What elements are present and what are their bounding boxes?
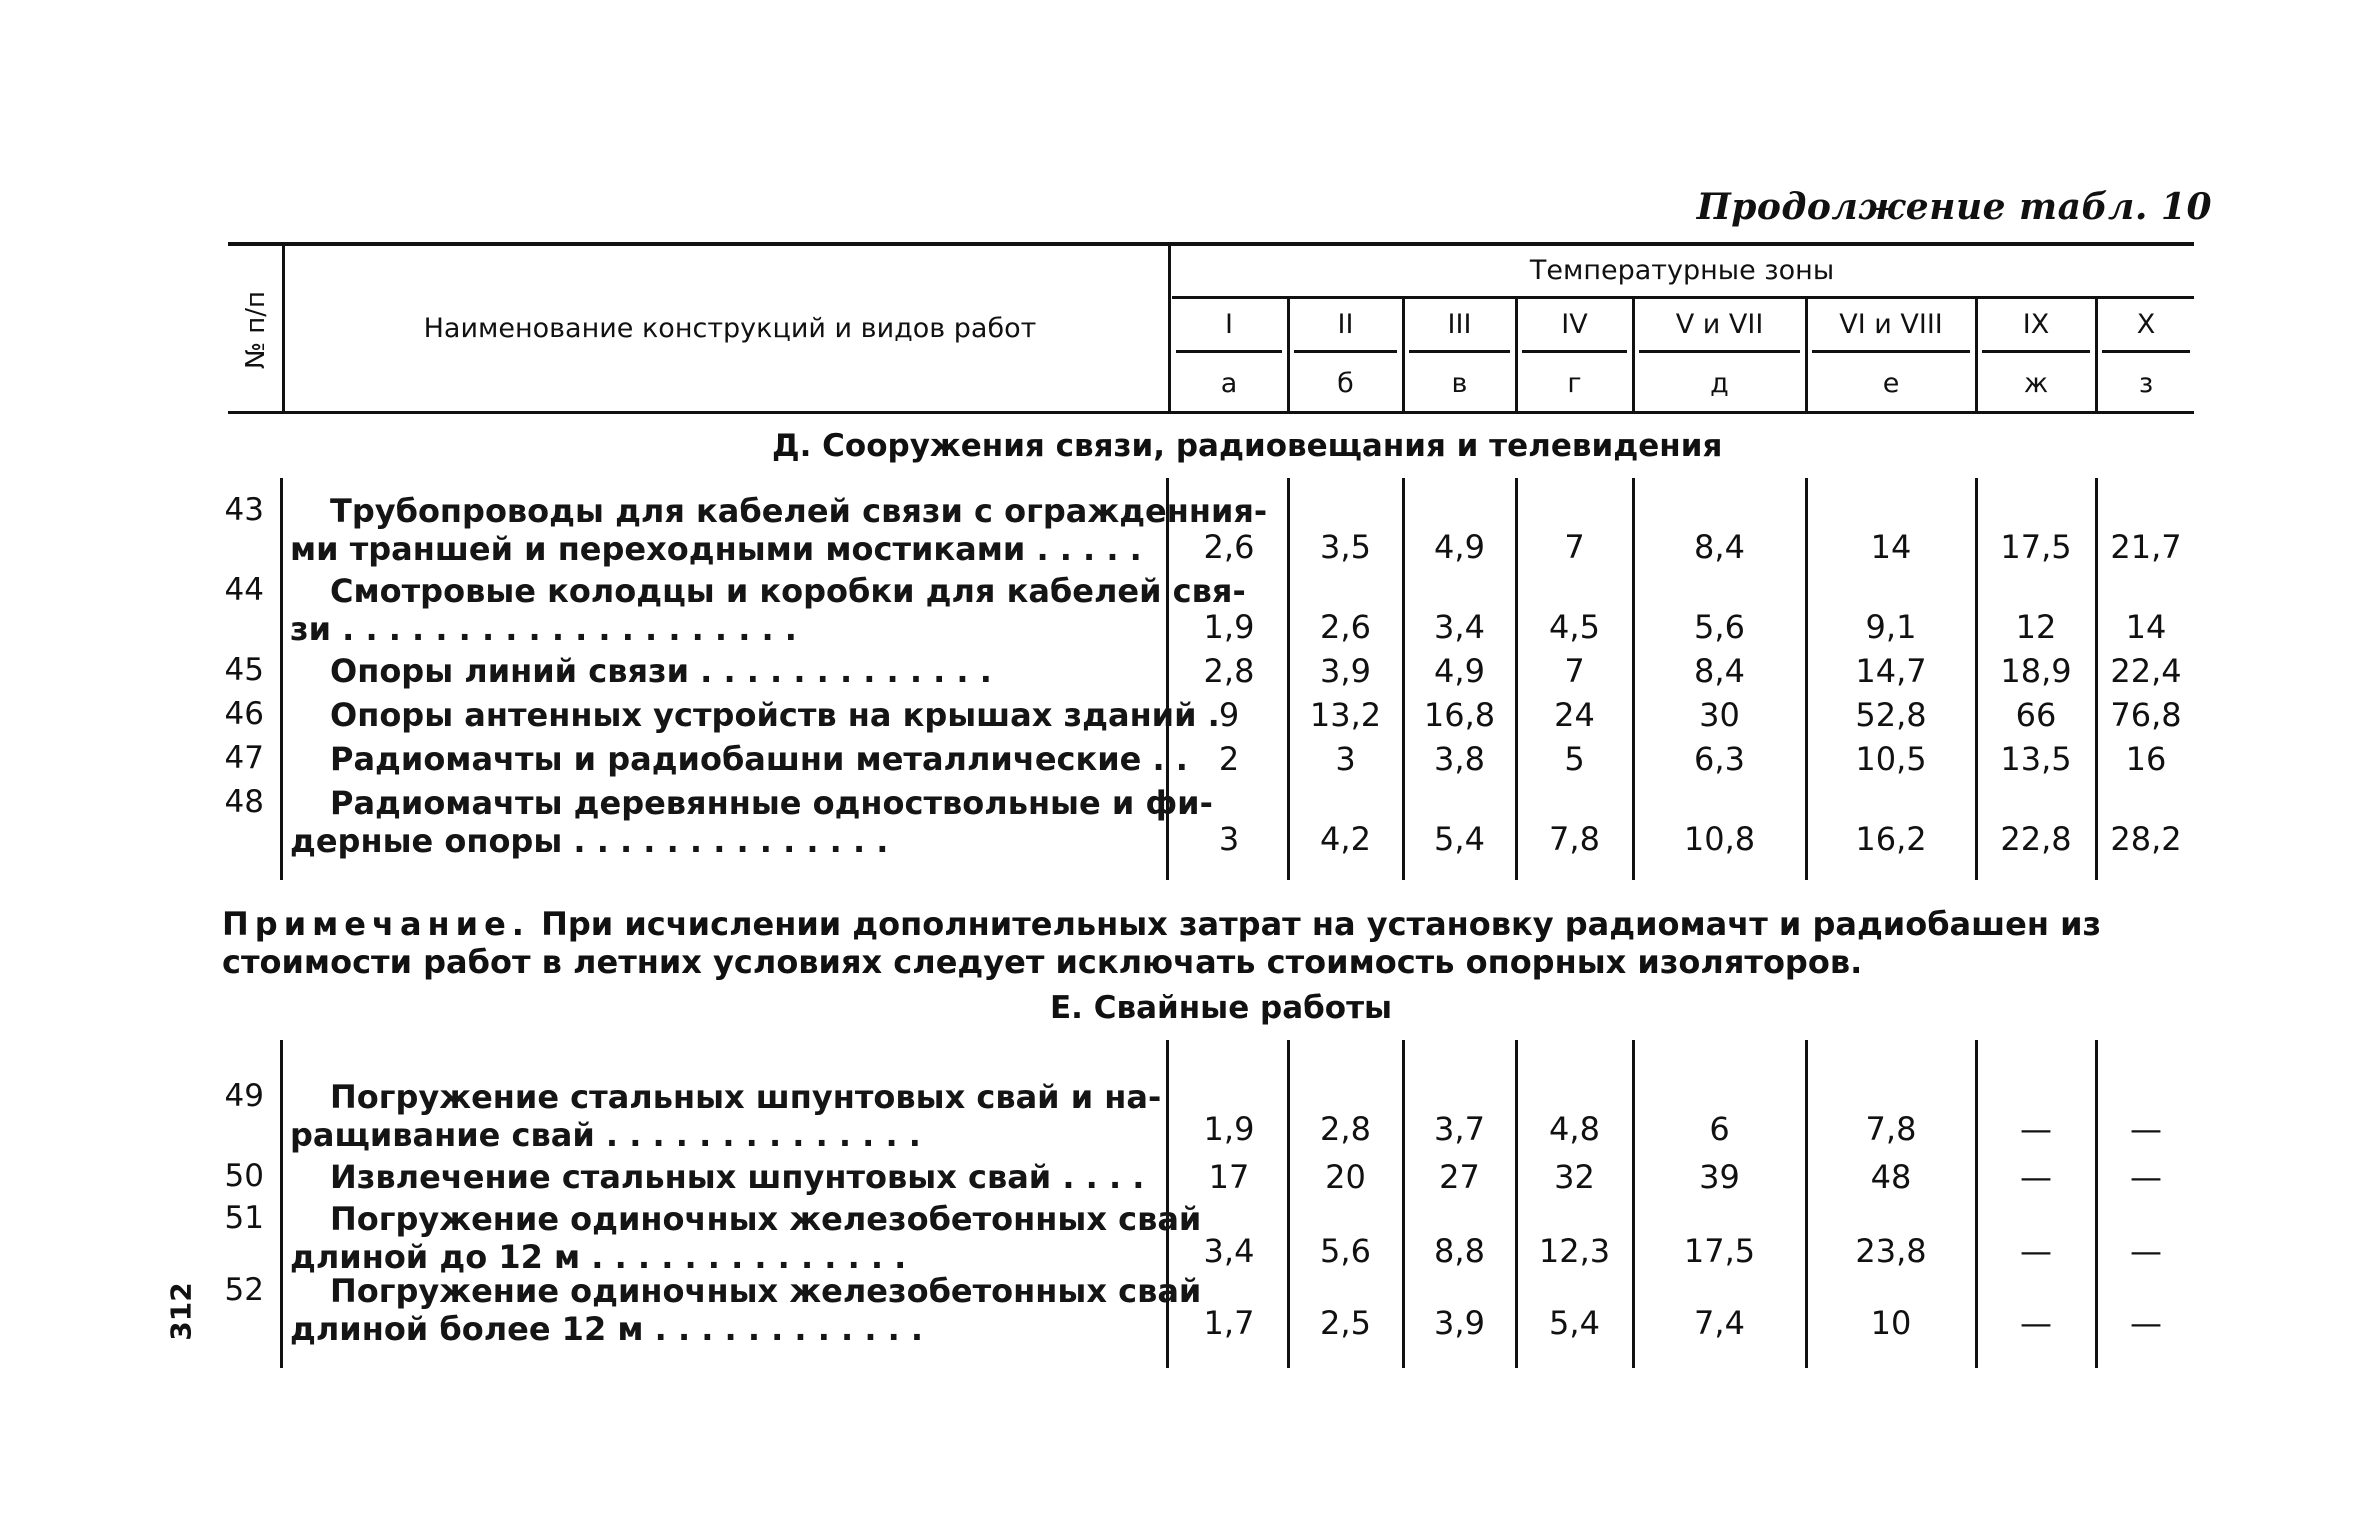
- cell-value: 16,2: [1855, 820, 1927, 858]
- row-name: [290, 1078, 1160, 1154]
- cell-value: 27: [1439, 1158, 1480, 1196]
- zone-divider: [1805, 298, 1808, 411]
- cell-value: 10: [1870, 1304, 1912, 1342]
- cell-value: 4,5: [1549, 608, 1600, 646]
- cell-value: 14: [1870, 528, 1912, 566]
- cell-value: 12: [2015, 608, 2057, 646]
- zone-rule: [1639, 350, 1800, 353]
- cell-value: 14: [2125, 608, 2167, 646]
- cell-value: 5,4: [1434, 820, 1485, 858]
- zone-rule: [1522, 350, 1627, 353]
- zone-divider: [1515, 298, 1518, 411]
- cell-value: 7,4: [1694, 1304, 1745, 1342]
- row-name-line: Опоры линий связи . . . . . . . . . . . . .: [330, 652, 992, 690]
- cell-value: —: [2130, 1110, 2162, 1148]
- cell-value: 3,7: [1434, 1110, 1485, 1148]
- zone-letter: в: [1451, 367, 1468, 399]
- row-number: 45: [224, 652, 264, 688]
- cell-value: 30: [1699, 696, 1740, 734]
- cell-value: 17: [1208, 1158, 1250, 1196]
- table-header-bottom-rule: [228, 411, 2194, 414]
- zone-header: III: [1447, 308, 1472, 340]
- cell-value: 17,5: [2000, 528, 2072, 566]
- zone-letter: з: [2138, 367, 2154, 399]
- zone-header: V и VII: [1675, 308, 1764, 340]
- zone-divider: [1402, 298, 1405, 411]
- cell-value: 14,7: [1855, 652, 1927, 690]
- cell-value: 5: [1564, 740, 1585, 778]
- row-name-line: ми траншей и переходными мостиками . . . . .: [290, 530, 1142, 568]
- zone-divider: [2095, 298, 2098, 411]
- cell-value: 3: [1218, 820, 1240, 858]
- cell-value: 39: [1699, 1158, 1740, 1196]
- cell-value: —: [2020, 1304, 2052, 1342]
- cell-value: 7: [1564, 528, 1585, 566]
- row-number: 44: [224, 572, 264, 608]
- cell-value: 21,7: [2110, 528, 2182, 566]
- cell-value: 28,2: [2110, 820, 2182, 858]
- column-divider: [280, 1040, 283, 1368]
- cell-value: 20: [1325, 1158, 1366, 1196]
- cell-value: 5,4: [1549, 1304, 1600, 1342]
- cell-value: 8,4: [1694, 652, 1745, 690]
- zone-letter: ж: [2023, 367, 2049, 399]
- zone-letter: д: [1710, 367, 1729, 399]
- cell-value: 4,2: [1320, 820, 1371, 858]
- cell-value: 6: [1709, 1110, 1730, 1148]
- zone-letter: б: [1337, 367, 1354, 399]
- cell-value: 9,1: [1865, 608, 1917, 646]
- row-number: 50: [224, 1158, 264, 1194]
- cell-value: 9: [1218, 696, 1240, 734]
- cell-value: 18,9: [2000, 652, 2072, 690]
- cell-value: 4,8: [1549, 1110, 1600, 1148]
- cell-value: 76,8: [2110, 696, 2182, 734]
- cell-value: 1,7: [1203, 1304, 1255, 1342]
- row-number: 51: [224, 1200, 264, 1236]
- cell-value: 32: [1554, 1158, 1595, 1196]
- cell-value: 5,6: [1694, 608, 1745, 646]
- column-divider: [280, 478, 283, 880]
- cell-value: 2: [1218, 740, 1240, 778]
- cell-value: 48: [1870, 1158, 1912, 1196]
- cell-value: 17,5: [1683, 1232, 1756, 1270]
- cell-value: 7,8: [1865, 1110, 1917, 1148]
- section-e-title: Е. Свайные работы: [1050, 990, 1393, 1026]
- cell-value: 3,9: [1320, 652, 1371, 690]
- cell-value: 22,4: [2110, 652, 2182, 690]
- row-name-line: длиной более 12 м . . . . . . . . . . . .: [290, 1310, 924, 1348]
- row-name: [290, 784, 1213, 860]
- zone-rule: [2102, 350, 2190, 353]
- zone-divider: [1975, 298, 1978, 411]
- cell-value: 3,4: [1434, 608, 1485, 646]
- cell-value: 8,4: [1694, 528, 1745, 566]
- table-caption: Продолжение табл. 10: [1696, 186, 2212, 228]
- zone-letter: а: [1220, 367, 1238, 399]
- row-name-line: Радиомачты и радиобашни металлические . .: [330, 740, 1188, 778]
- cell-value: 2,6: [1320, 608, 1371, 646]
- row-name-line: Погружение одиночных железобетонных свай: [330, 1200, 1202, 1238]
- note-lead: Примечание.: [222, 905, 530, 943]
- row-name-line: Погружение одиночных железобетонных свай: [330, 1272, 1202, 1310]
- row-name-line: Радиомачты деревянные одноствольные и фи-: [330, 784, 1213, 822]
- row-number: 47: [224, 740, 264, 776]
- row-number: 46: [224, 696, 264, 732]
- row-number: 48: [224, 784, 264, 820]
- cell-value: 4,9: [1434, 652, 1485, 690]
- cell-value: 16: [2125, 740, 2167, 778]
- cell-value: 22,8: [2000, 820, 2072, 858]
- zone-header: I: [1225, 308, 1233, 340]
- zone-letter: г: [1567, 367, 1582, 399]
- zone-rule: [1176, 350, 1282, 353]
- cell-value: 3,5: [1320, 528, 1371, 566]
- row-name: [290, 696, 1220, 734]
- note: [222, 905, 2202, 981]
- zone-header: IX: [2022, 308, 2050, 340]
- row-name: [290, 1272, 1202, 1348]
- zone-divider: [1287, 298, 1290, 411]
- zone-rule: [1409, 350, 1510, 353]
- cell-value: 3,4: [1203, 1232, 1255, 1270]
- note-text: При исчислении дополнительных затрат на установку радиомачт и радиобашен из стоимости работ в летних условиях следует исключать стоимость опорных изоляторов.: [222, 905, 2102, 981]
- row-number: 49: [224, 1078, 264, 1114]
- section-d-title: Д. Сооружения связи, радиовещания и телевидения: [772, 428, 1723, 464]
- cell-value: 23,8: [1855, 1232, 1927, 1270]
- cell-value: 3,8: [1434, 740, 1485, 778]
- cell-value: 2,5: [1320, 1304, 1371, 1342]
- row-name: [290, 740, 1188, 778]
- cell-value: 10,5: [1855, 740, 1927, 778]
- header-name: Наименование конструкций и видов работ: [423, 313, 1037, 344]
- cell-value: 66: [2015, 696, 2057, 734]
- cell-value: 12,3: [1538, 1232, 1611, 1270]
- cell-value: 2,8: [1320, 1110, 1371, 1148]
- row-name-line: Извлечение стальных шпунтовых свай . . . .: [330, 1158, 1145, 1196]
- cell-value: 1,9: [1203, 608, 1255, 646]
- cell-value: 52,8: [1855, 696, 1927, 734]
- cell-value: 13,2: [1309, 696, 1382, 734]
- cell-value: 5,6: [1320, 1232, 1371, 1270]
- cell-value: 10,8: [1683, 820, 1756, 858]
- cell-value: 7,8: [1549, 820, 1600, 858]
- cell-value: —: [2130, 1304, 2162, 1342]
- row-name: [290, 1158, 1160, 1196]
- zone-header: IV: [1561, 308, 1588, 340]
- row-name-line: длиной до 12 м . . . . . . . . . . . . . .: [290, 1238, 907, 1276]
- row-name: [290, 1200, 1202, 1276]
- row-number: 43: [224, 492, 264, 528]
- zone-rule: [1812, 350, 1970, 353]
- row-name-line: Трубопроводы для кабелей связи с огражденния-: [330, 492, 1268, 530]
- cell-value: 2,8: [1203, 652, 1255, 690]
- row-name-line: ращивание свай . . . . . . . . . . . . . .: [290, 1116, 921, 1154]
- cell-value: 8,8: [1434, 1232, 1485, 1270]
- cell-value: 3,9: [1434, 1304, 1485, 1342]
- cell-value: 2,6: [1203, 528, 1255, 566]
- cell-value: 4,9: [1434, 528, 1485, 566]
- cell-value: 16,8: [1423, 696, 1496, 734]
- cell-value: —: [2020, 1232, 2052, 1270]
- header-divider: [282, 246, 285, 411]
- header-number: № п/п: [241, 290, 272, 370]
- cell-value: —: [2130, 1232, 2162, 1270]
- zone-header: X: [2136, 308, 2156, 340]
- zone-letter: е: [1882, 367, 1900, 399]
- cell-value: —: [2130, 1158, 2162, 1196]
- cell-value: 6,3: [1694, 740, 1745, 778]
- cell-value: —: [2020, 1158, 2052, 1196]
- zone-header: VI и VIII: [1839, 308, 1943, 340]
- cell-value: 3: [1335, 740, 1356, 778]
- header-zones-title: Температурные зоны: [1529, 254, 1835, 286]
- zone-divider: [1632, 298, 1635, 411]
- row-number: 52: [224, 1272, 264, 1308]
- cell-value: 13,5: [2000, 740, 2072, 778]
- row-name-line: Опоры антенных устройств на крышах зданий .: [330, 696, 1220, 734]
- cell-value: 24: [1554, 696, 1595, 734]
- row-name-line: Смотровые колодцы и коробки для кабелей свя-: [330, 572, 1246, 610]
- cell-value: 1,9: [1203, 1110, 1255, 1148]
- page-number: 312: [164, 1282, 198, 1341]
- zone-rule: [1294, 350, 1397, 353]
- row-name-line: дерные опоры . . . . . . . . . . . . . .: [290, 822, 889, 860]
- row-name-line: зи . . . . . . . . . . . . . . . . . . . .: [290, 610, 797, 648]
- zone-header: II: [1337, 308, 1354, 340]
- cell-value: 7: [1564, 652, 1585, 690]
- cell-value: —: [2020, 1110, 2052, 1148]
- row-name-line: Погружение стальных шпунтовых свай и на-: [330, 1078, 1162, 1116]
- row-name: [290, 652, 1160, 690]
- zone-rule: [1982, 350, 2090, 353]
